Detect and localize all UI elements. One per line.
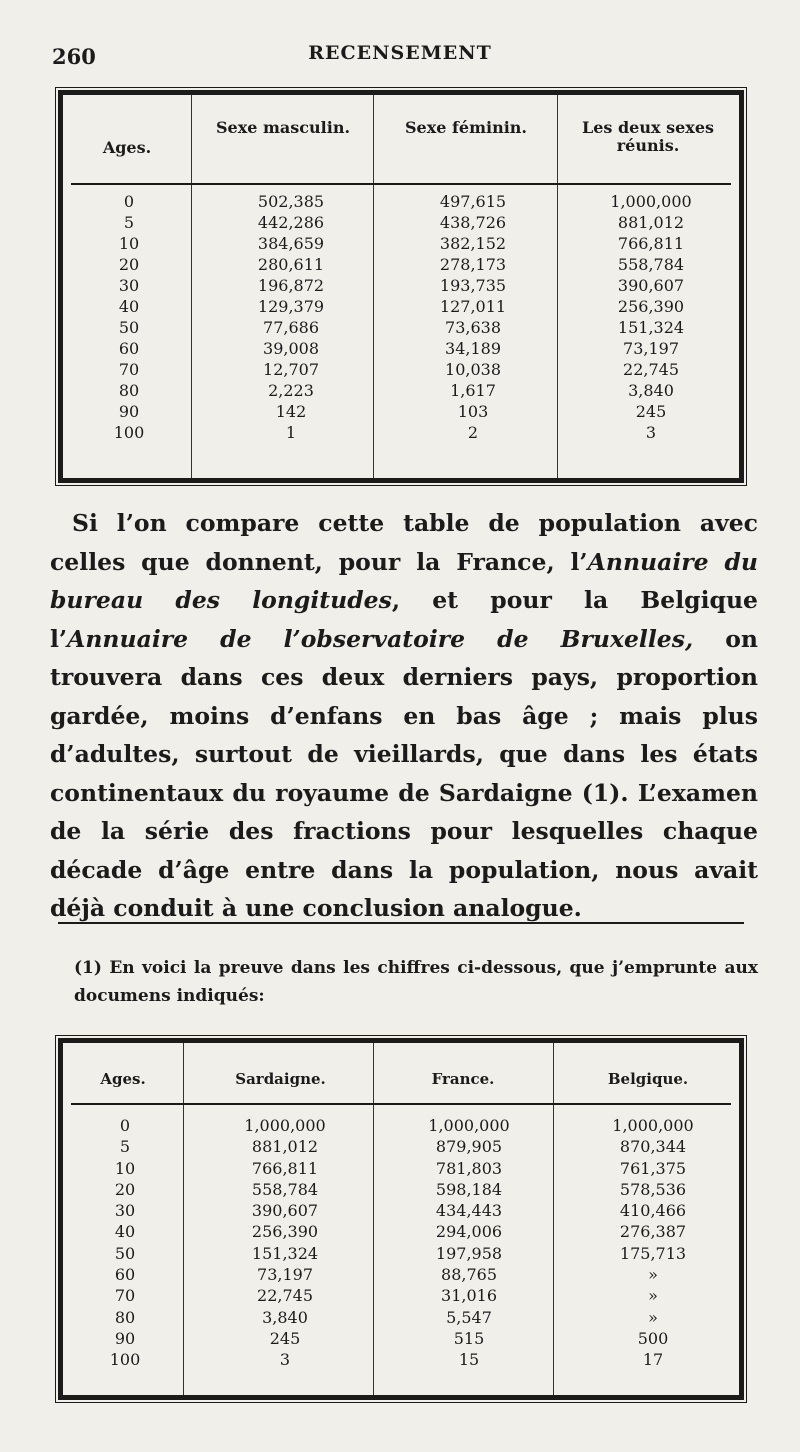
table-cell: 90 [114,1328,136,1348]
table-cell: 73,197 [623,339,679,358]
paragraph-text: on trouvera dans ces deux derniers pays, proportion gardée, moins d’enfans en bas âge ; mais plus d’adultes, surtout de vieillards, que dans les états continentaux du royaume de Sardaigne (1). L’examen de la série des fractions pour lesquelles chaque décade d’âge entre dans la population, nous avait déjà conduit à une conclusion analogue. [50,624,758,922]
table-row [63,1221,739,1242]
table-cell: » [648,1265,658,1285]
paragraph-title-annuaire-longitudes: Annuaire du bureau des longitudes [50,547,758,614]
table-cell: 276,387 [619,1222,687,1242]
table-cell: 761,375 [619,1158,687,1178]
table-cell: 39,008 [263,339,319,358]
table-body [63,191,739,443]
table-row [63,1328,739,1349]
table-cell: 196,872 [257,276,325,295]
table-row [63,317,739,338]
table-cell: 870,344 [619,1137,687,1157]
table-cell: 10 [114,1158,136,1178]
table-cell: 434,443 [435,1201,503,1221]
table-cell: 382,152 [439,234,507,253]
table-cell: 129,379 [257,297,325,316]
column-header-both: Les deux sexes réunis. [581,118,715,156]
table-cell: 781,803 [435,1158,503,1178]
table-cell: 384,659 [257,234,325,253]
table-cell: 20 [118,255,140,274]
table-cell: 10 [118,234,140,253]
table-cell: 31,016 [441,1286,497,1306]
column-header-france: France. [431,1070,495,1088]
table-cell: 497,615 [439,192,507,211]
table-row [63,1285,739,1306]
table-cell: 40 [114,1222,136,1242]
table-row [63,254,739,275]
table-cell: 500 [637,1328,669,1348]
table-row [63,212,739,233]
table-cell: 100 [109,1350,141,1370]
table-cell: 598,184 [435,1179,503,1199]
table-cell: 1,617 [450,381,496,400]
table-row [63,380,739,401]
table-cell: 578,536 [619,1179,687,1199]
table-cell: 151,324 [251,1243,319,1263]
table-cell: 3,840 [262,1307,308,1327]
table-cell: 142 [275,402,307,421]
table-cell: 256,390 [251,1222,319,1242]
table-cell: 73,638 [445,318,501,337]
table-cell: 17 [642,1350,664,1370]
table-cell: 766,811 [617,234,685,253]
table-body [63,1115,739,1371]
table-cell: 50 [114,1243,136,1263]
paragraph-text: , et pour la Belgique l’ [50,586,758,653]
table-row [63,1200,739,1221]
table-cell: 88,765 [441,1265,497,1285]
table-cell: 1,000,000 [610,192,692,211]
table-cell: 515 [453,1328,485,1348]
table-row [63,422,739,443]
table-cell: 5 [119,1137,131,1157]
paragraph-title-annuaire-bruxelles: Annuaire de l’observatoire de Bruxelles, [67,624,694,653]
table-cell: 70 [118,360,140,379]
table-cell: 80 [114,1307,136,1327]
table-cell: 245 [635,402,667,421]
table-cell: 193,735 [439,276,507,295]
table-cell: 2 [467,423,479,442]
table-cell: 3 [279,1350,291,1370]
table-cell: 20 [114,1179,136,1199]
table-cell: 502,385 [257,192,325,211]
table-cell: 1 [285,423,297,442]
table-cell: 3,840 [628,381,674,400]
table-row [63,275,739,296]
table-row [63,1243,739,1264]
table-cell: 1,000,000 [612,1116,694,1135]
table-cell: 175,713 [619,1243,687,1263]
table-cell: 30 [114,1201,136,1221]
table-cell: 103 [457,402,489,421]
table-row [63,359,739,380]
table-cell: 77,686 [263,318,319,337]
table-cell: 1,000,000 [428,1116,510,1135]
table-cell: 438,726 [439,213,507,232]
table-cell: 881,012 [251,1137,319,1157]
table-row [63,296,739,317]
table-cell: 30 [118,276,140,295]
paragraph-text: Si l’on compare cette table de population avec celles que donnent, pour la France, l’ [50,509,758,576]
table-cell: 1,000,000 [244,1116,326,1135]
table-row [63,401,739,422]
table-cell: 442,286 [257,213,325,232]
table-cell: » [648,1307,658,1327]
table-cell: 280,611 [257,255,325,274]
column-header-female: Sexe féminin. [404,118,527,137]
header-rule [71,183,731,185]
table-cell: 10,038 [445,360,501,379]
table-cell: 558,784 [251,1179,319,1199]
table-row [63,233,739,254]
table-row [63,191,739,212]
table-cell: 256,390 [617,297,685,316]
column-header-ages: Ages. [100,1070,146,1088]
running-title: RECENSEMENT [308,42,492,64]
table-cell: 100 [113,423,145,442]
table-cell: 15 [458,1350,480,1370]
table-cell: 0 [123,192,135,211]
table-cell: 73,197 [257,1265,313,1285]
table-row [63,1136,739,1157]
column-header-sardaigne: Sardaigne. [235,1070,326,1088]
table-cell: » [648,1286,658,1306]
table-row [63,1264,739,1285]
table-cell: 390,607 [251,1201,319,1221]
table-cell: 22,745 [623,360,679,379]
table-cell: 60 [114,1265,136,1285]
table-cell: 294,006 [435,1222,503,1242]
body-paragraph [50,504,758,928]
table-cell: 90 [118,402,140,421]
table-cell: 197,958 [435,1243,503,1263]
table-row [63,338,739,359]
table-cell: 3 [645,423,657,442]
table-cell: 34,189 [445,339,501,358]
table-cell: 245 [269,1328,301,1348]
table-row [63,1158,739,1179]
table-row [63,1179,739,1200]
table-row [63,1349,739,1370]
column-header-ages: Ages. [102,138,152,157]
column-header-belgique: Belgique. [607,1070,689,1088]
footnote-divider [58,922,744,924]
table-cell: 50 [118,318,140,337]
page-number: 260 [52,44,96,69]
table-cell: 881,012 [617,213,685,232]
table-cell: 766,811 [251,1158,319,1178]
table-cell: 5,547 [446,1307,492,1327]
table-cell: 22,745 [257,1286,313,1306]
table-cell: 151,324 [617,318,685,337]
table-cell: 410,466 [619,1201,687,1221]
column-header-male: Sexe masculin. [215,118,351,137]
table-cell: 80 [118,381,140,400]
table-cell: 278,173 [439,255,507,274]
table-cell: 60 [118,339,140,358]
header-rule [71,1103,731,1105]
table-cell: 879,905 [435,1137,503,1157]
table-cell: 558,784 [617,255,685,274]
table-cell: 5 [123,213,135,232]
country-comparison-table [58,1038,744,1400]
table-row [63,1307,739,1328]
table-cell: 127,011 [439,297,507,316]
table-cell: 12,707 [263,360,319,379]
table-cell: 70 [114,1286,136,1306]
table-cell: 40 [118,297,140,316]
table-cell: 390,607 [617,276,685,295]
population-by-sex-table [58,90,744,483]
table-cell: 0 [119,1116,131,1135]
table-cell: 2,223 [268,381,314,400]
footnote: (1) En voici la preuve dans les chiffres ci-dessous, que j’emprunte aux documens indiqués: [74,958,758,1006]
table-row [63,1115,739,1136]
